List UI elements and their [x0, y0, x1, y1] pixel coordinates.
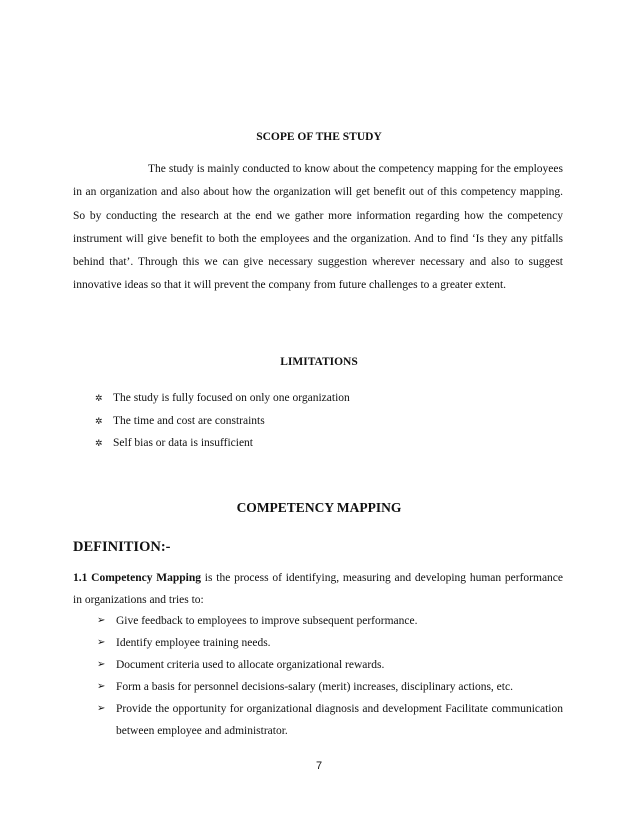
page-number: 7 — [315, 760, 323, 772]
scope-heading: SCOPE OF THE STUDY — [256, 131, 382, 143]
scope-paragraph-text: The study is mainly conducted to know about the competency mapping for the employees in an organization and also about how the organization will get benefit out of this competency mapping. So by conducting the research at the end we gather more information regarding how the competency instrument will give benefit to both the employees and the organization. And to find ‘Is they any pitfalls behind that’. Through this we can give necessary suggestion wherever necessary and also to suggest innovative ideas so that it will prevent the company from future challenges to a greater extent. — [73, 163, 563, 292]
limitations-list — [95, 387, 350, 455]
limitation-item: ✲ The study is fully focused on only one organization — [95, 387, 350, 410]
arrow-bullet-icon: ➢ — [97, 637, 106, 648]
definition-label: DEFINITION:- — [73, 539, 171, 555]
arrow-bullet-icon: ➢ — [97, 703, 106, 714]
competency-bullets — [97, 610, 563, 742]
competency-bullet: ➢ Form a basis for personnel decisions-salary (merit) increases, disciplinary actions, etc. — [97, 676, 563, 698]
arrow-bullet-icon: ➢ — [97, 681, 106, 692]
scope-paragraph — [73, 158, 563, 298]
competency-bullet: ➢ Document criteria used to allocate organizational rewards. — [97, 654, 563, 676]
limitations-heading: LIMITATIONS — [280, 356, 358, 368]
limitation-item: ✲ Self bias or data is insufficient — [95, 432, 350, 455]
competency-term: 1.1 Competency Mapping — [73, 572, 202, 584]
limitation-item: ✲ The time and cost are constraints — [95, 410, 350, 433]
arrow-bullet-icon: ➢ — [97, 659, 106, 670]
competency-intro-text: is the process of identifying, measuring and developing human performance in organizations and tries to: — [73, 572, 564, 606]
arrow-bullet-icon: ➢ — [97, 615, 106, 626]
star-bullet-icon: ✲ — [95, 438, 103, 448]
star-bullet-icon: ✲ — [95, 415, 103, 426]
competency-bullet: ➢ Identify employee training needs. — [97, 632, 563, 654]
competency-bullet: ➢ Give feedback to employees to improve subsequent performance. — [97, 610, 563, 632]
competency-bullet: ➢ Provide the opportunity for organizational diagnosis and development Facilitate communication between employee and administrator. — [97, 698, 563, 742]
star-bullet-icon: ✲ — [95, 393, 103, 403]
competency-heading: COMPETENCY MAPPING — [236, 500, 402, 515]
competency-intro — [73, 567, 563, 611]
